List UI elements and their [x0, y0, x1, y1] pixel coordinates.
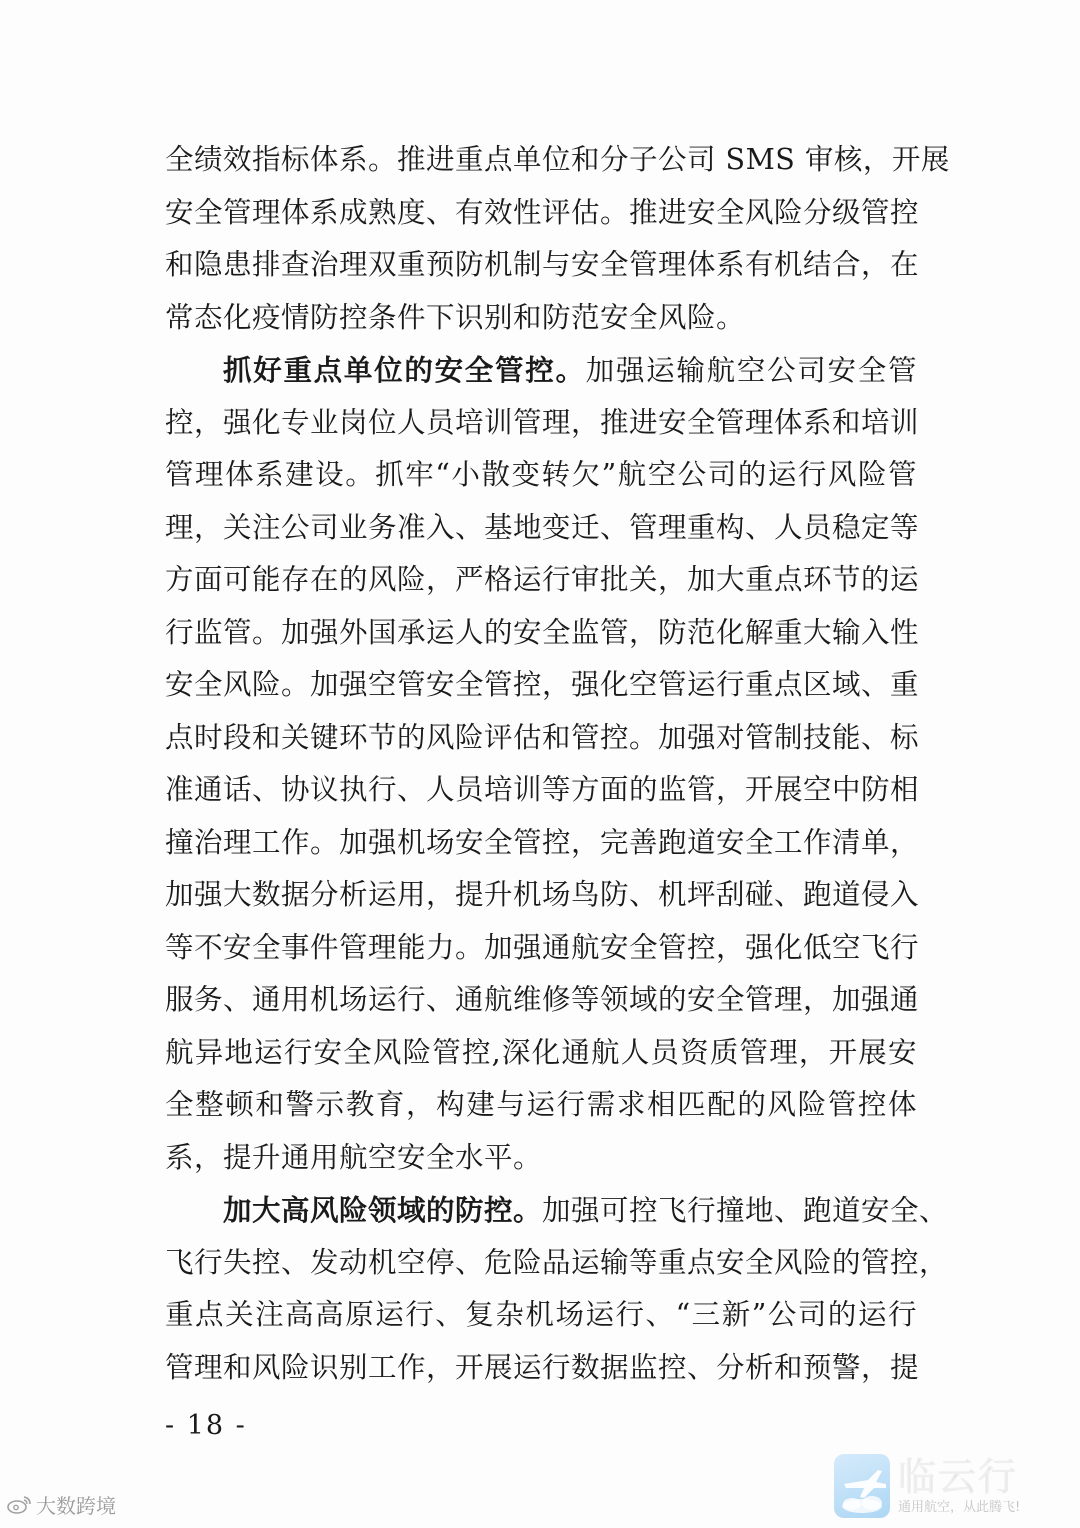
text-line: 重点关注高高原运行、复杂机场运行、“三新”公司的运行 — [165, 1298, 917, 1331]
paragraph-heading: 加大高风险领域的防控。 — [223, 1193, 543, 1227]
text-line: 点时段和关键环节的风险评估和管控。加强对管制技能、标 — [165, 720, 920, 754]
airplane-cloud-logo-icon — [834, 1454, 890, 1518]
watermark-left — [6, 1490, 116, 1519]
logo-title: 临云行 — [898, 1455, 1019, 1499]
text-line: 系，提升通用航空安全水平。 — [165, 1140, 543, 1174]
text-line: 常态化疫情防控条件下识别和防范安全风险。 — [165, 300, 746, 334]
logo-text — [898, 1455, 1020, 1517]
text-line: 准通话、协议执行、人员培训等方面的监管，开展空中防相 — [165, 773, 920, 806]
text-line: 理，关注公司业务准入、基地变迁、管理重构、人员稳定等 — [165, 510, 920, 544]
text-line: 加强大数据分析运用，提升机场鸟防、机坪刮碰、跑道侵入 — [165, 878, 920, 911]
text-line: 行监管。加强外国承运人的安全监管，防范化解重大输入性 — [165, 615, 920, 649]
text-line: 等不安全事件管理能力。加强通航安全管控，强化低空飞行 — [165, 930, 920, 964]
text-line: 安全风险。加强空管安全管控，强化空管运行重点区域、重 — [165, 668, 920, 701]
page-number: - 18 - — [165, 1410, 247, 1441]
text-line: 管理体系建设。抓牢“小散变转欠”航空公司的运行风险管 — [165, 458, 917, 491]
paragraph-first-line — [165, 344, 917, 397]
watermark-text: 大数跨境 — [36, 1494, 116, 1518]
text-line: 撞治理工作。加强机场安全管控，完善跑道安全工作清单， — [165, 825, 920, 859]
body-text — [165, 134, 950, 1394]
text-line: 控，强化专业岗位人员培训管理，推进安全管理体系和培训 — [165, 405, 920, 439]
text-line: 全整顿和警示教育，构建与运行需求相匹配的风险管控体 — [165, 1088, 917, 1121]
text-line: 服务、通用机场运行、通航维修等领域的安全管理，加强通 — [165, 983, 920, 1016]
text-line: 方面可能存在的风险，严格运行审批关，加大重点环节的运 — [165, 563, 920, 596]
text-line: 全绩效指标体系。推进重点单位和分子公司 SMS 审核，开展 — [165, 143, 950, 176]
paragraph-first-line — [165, 1184, 949, 1237]
text-line: 管理和风险识别工作，开展运行数据监控、分析和预警，提 — [165, 1350, 920, 1384]
text-span: 加强运输航空公司安全管 — [585, 354, 917, 387]
text-line: 安全管理体系成熟度、有效性评估。推进安全风险分级管控 — [165, 195, 920, 229]
text-span: 加强可控飞行撞地、跑道安全、 — [542, 1194, 949, 1227]
paragraph-heading: 抓好重点单位的安全管控。 — [223, 353, 586, 387]
logo-subtitle: 通用航空，从此腾飞! — [898, 1500, 1021, 1515]
watermark-logo — [834, 1450, 1064, 1522]
text-line: 飞行失控、发动机空停、危险品运输等重点安全风险的管控， — [165, 1245, 949, 1279]
weibo-icon — [6, 1495, 32, 1515]
text-line: 和隐患排查治理双重预防机制与安全管理体系有机结合，在 — [165, 248, 920, 281]
text-line: 航异地运行安全风险管控,深化通航人员资质管理，开展安 — [165, 1035, 917, 1069]
